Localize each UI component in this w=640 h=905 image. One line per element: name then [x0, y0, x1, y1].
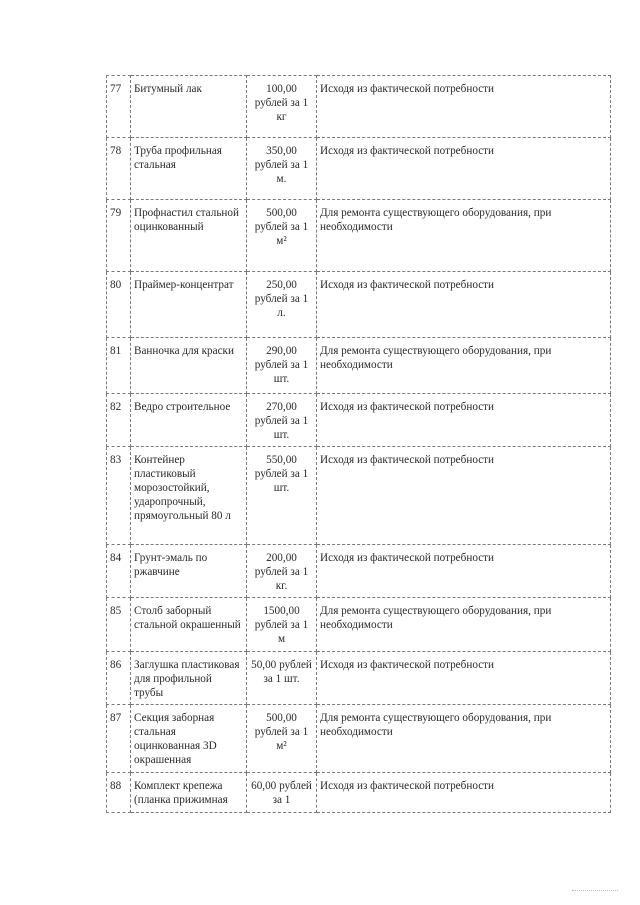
table-row [107, 447, 611, 545]
row-number: 83 [107, 447, 131, 545]
row-number: 82 [107, 394, 131, 447]
item-note: Для ремонта существующего оборудования, при необходимости [317, 598, 611, 652]
item-price: 200,00 рублей за 1 кг. [247, 545, 317, 598]
item-price: 60,00 рублей за 1 [247, 773, 317, 813]
table-row [107, 598, 611, 652]
table-row [107, 76, 611, 138]
item-name: Труба профильная стальная [131, 138, 247, 200]
item-price: 270,00 рублей за 1 шт. [247, 394, 317, 447]
table-row [107, 338, 611, 394]
row-number: 80 [107, 272, 131, 338]
item-note: Для ремонта существующего оборудования, при необходимости [317, 705, 611, 773]
item-price: 550,00 рублей за 1 шт. [247, 447, 317, 545]
item-note: Исходя из фактической потребности [317, 773, 611, 813]
item-price: 1500,00 рублей за 1 м [247, 598, 317, 652]
item-note: Для ремонта существующего оборудования, при необходимости [317, 338, 611, 394]
item-note: Исходя из фактической потребности [317, 76, 611, 138]
item-name: Секция заборная стальная оцинкованная 3D окрашенная [131, 705, 247, 773]
row-number: 78 [107, 138, 131, 200]
row-number: 84 [107, 545, 131, 598]
table-row [107, 394, 611, 447]
item-note: Исходя из фактической потребности [317, 545, 611, 598]
item-note: Для ремонта существующего оборудования, при необходимости [317, 200, 611, 272]
row-number: 88 [107, 773, 131, 813]
item-name: Ванночка для краски [131, 338, 247, 394]
row-number: 85 [107, 598, 131, 652]
row-number: 86 [107, 652, 131, 705]
item-note: Исходя из фактической потребности [317, 394, 611, 447]
item-name: Ведро строительное [131, 394, 247, 447]
item-note: Исходя из фактической потребности [317, 447, 611, 545]
item-price: 500,00 рублей за 1 м² [247, 705, 317, 773]
table-row [107, 138, 611, 200]
item-name: Грунт-эмаль по ржавчине [131, 545, 247, 598]
scan-mark [572, 890, 618, 891]
table-row [107, 705, 611, 773]
item-price: 500,00 рублей за 1 м² [247, 200, 317, 272]
item-price: 50,00 рублей за 1 шт. [247, 652, 317, 705]
row-number: 87 [107, 705, 131, 773]
table-row [107, 200, 611, 272]
item-note: Исходя из фактической потребности [317, 652, 611, 705]
item-name: Битумный лак [131, 76, 247, 138]
item-name: Столб заборный стальной окрашенный [131, 598, 247, 652]
item-name: Заглушка пластиковая для профильной трубы [131, 652, 247, 705]
table-row [107, 773, 611, 813]
item-name: Комплект крепежа (планка прижимная [131, 773, 247, 813]
item-note: Исходя из фактической потребности [317, 138, 611, 200]
item-name: Праймер-концентрат [131, 272, 247, 338]
row-number: 77 [107, 76, 131, 138]
row-number: 81 [107, 338, 131, 394]
table-row [107, 652, 611, 705]
item-price: 350,00 рублей за 1 м. [247, 138, 317, 200]
item-name: Контейнер пластиковый морозостойкий, ударопрочный, прямоугольный 80 л [131, 447, 247, 545]
item-price: 250,00 рублей за 1 л. [247, 272, 317, 338]
table-row [107, 545, 611, 598]
row-number: 79 [107, 200, 131, 272]
table-row [107, 272, 611, 338]
item-price: 290,00 рублей за 1 шт. [247, 338, 317, 394]
materials-table [106, 75, 611, 813]
item-note: Исходя из фактической потребности [317, 272, 611, 338]
item-name: Профнастил стальной оцинкованный [131, 200, 247, 272]
item-price: 100,00 рублей за 1 кг [247, 76, 317, 138]
